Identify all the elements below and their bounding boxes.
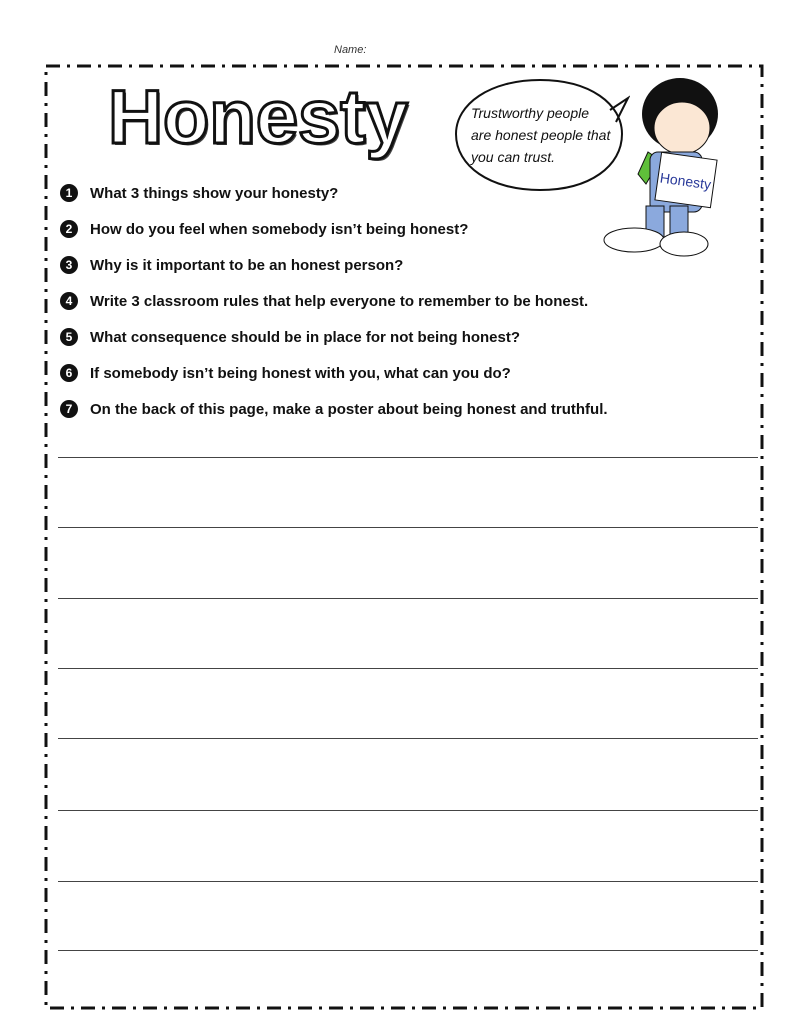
number-badge: 6 (60, 364, 78, 382)
name-label: Name: (334, 44, 367, 56)
number-badge: 7 (60, 400, 78, 418)
worksheet-title: Honesty (108, 75, 408, 160)
question-text: If somebody isn’t being honest with you, what can you do? (90, 364, 511, 382)
number-badge: 4 (60, 292, 78, 310)
writing-line[interactable] (58, 598, 758, 599)
number-badge: 3 (60, 256, 78, 274)
question-6 (60, 364, 511, 382)
writing-line[interactable] (58, 668, 758, 669)
writing-line[interactable] (58, 950, 758, 951)
question-text: What 3 things show your honesty? (90, 184, 339, 202)
question-text: How do you feel when somebody isn’t being honest? (90, 220, 469, 238)
question-text: Why is it important to be an honest person? (90, 256, 404, 274)
question-1 (60, 184, 338, 202)
boy-holding-sign-illustration (598, 74, 748, 264)
question-2 (60, 220, 468, 238)
speech-bubble-text: Trustworthy people are honest people that you can trust. (471, 105, 611, 165)
sign-text: Honesty (659, 169, 713, 193)
writing-line[interactable] (58, 457, 758, 458)
writing-line[interactable] (58, 738, 758, 739)
number-badge: 5 (60, 328, 78, 346)
question-4 (60, 292, 588, 310)
question-text: Write 3 classroom rules that help everyone to remember to be honest. (90, 292, 589, 310)
question-text: What consequence should be in place for not being honest? (90, 328, 521, 346)
question-3 (60, 256, 403, 274)
number-badge: 1 (60, 184, 78, 202)
question-5 (60, 328, 520, 346)
writing-line[interactable] (58, 881, 758, 882)
number-badge: 2 (60, 220, 78, 238)
question-7 (60, 400, 608, 418)
writing-line[interactable] (58, 527, 758, 528)
writing-line[interactable] (58, 810, 758, 811)
question-text: On the back of this page, make a poster about being honest and truthful. (90, 400, 608, 418)
